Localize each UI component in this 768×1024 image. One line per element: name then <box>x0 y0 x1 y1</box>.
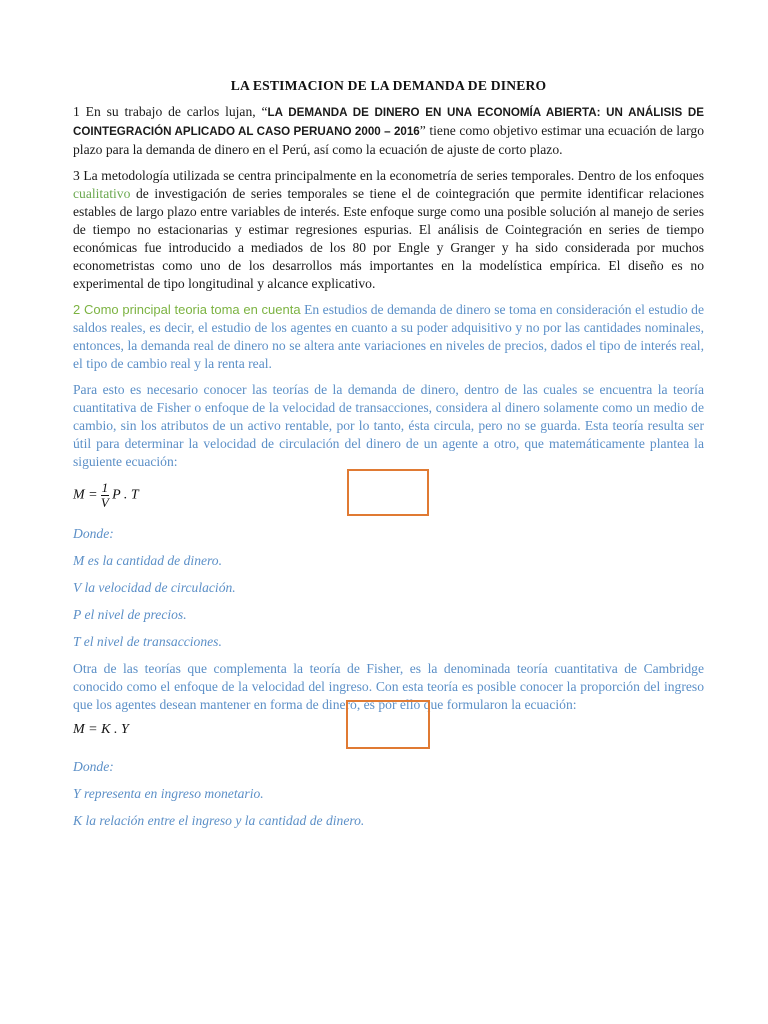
definition-line: K la relación entre el ingreso y la cantidad de dinero. <box>73 813 365 828</box>
formula-fisher <box>73 477 704 517</box>
formula-fisher-rhs: P . T <box>112 487 139 503</box>
paragraph-cambridge: Otra de las teorías que complementa la teoría de Fisher, es la denominada teoría cuantitativa de Cambridge conocido como el enfoque de la velocidad del ingreso. Con esta teoría es posible conocer la proporción del ingreso que los agentes desean mantener en forma de dinero, es por ello que formularon la ecuación: <box>73 661 704 712</box>
equation-box-2 <box>346 700 430 749</box>
definition-line: M es la cantidad de dinero. <box>73 553 223 568</box>
formula-cambridge-text: M = K . Y <box>73 722 129 737</box>
paragraph-theory <box>73 301 704 373</box>
fraction-denominator: V <box>100 495 109 510</box>
theory-lead: 2 Como principal teoria toma en cuenta <box>73 302 301 317</box>
definition-line: T el nivel de transacciones. <box>73 634 222 649</box>
highlighted-word: cualitativo <box>73 186 131 201</box>
formula-fisher-lhs: M = <box>73 487 98 503</box>
fraction-numerator: 1 <box>101 480 109 495</box>
definition-line: Donde: <box>73 759 114 774</box>
definition-line: Donde: <box>73 526 114 541</box>
formula-fisher-fraction <box>101 481 110 510</box>
definition-line: P el nivel de precios. <box>73 607 187 622</box>
paragraph-1-intro: 1 En su trabajo de carlos lujan, “ <box>73 104 268 119</box>
paragraph-1 <box>73 103 704 159</box>
paragraph-fisher: Para esto es necesario conocer las teorías de la demanda de dinero, dentro de las cuales se encuentra la teoría cuantitativa de Fisher o enfoque de la velocidad de transacciones, considera al dinero solamente como un medio de cambio, sin los atributos de un activo rentable, por lo tanto, ésta circula, pero no se guarda. Esta teoría resulta ser útil para determinar la velocidad de circulación del dinero de un agente a otro, que matemáticamente plantea la siguiente ecuación: <box>73 382 704 469</box>
theory-body: En estudios de demanda de dinero se toma en consideración el estudio de saldos reales, es decir, el estudio de los agentes en cuanto a su poder adquisitivo y no por las cantidades nominales, entonces, la demanda real de dinero no se altera ante variaciones en niveles de precios, dados el tipo de interés real, el tipo de cambio real y la renta real. <box>73 302 704 371</box>
paragraph-methodology-rest: de investigación de series temporales se tiene el de cointegración que permite identificar relaciones estables de largo plazo entre variables de interés. Este enfoque surge como una posible solución al manejo de series de tiempo no estacionarias y estimar regresiones espurias. El análisis de Cointegración en series de tiempo económicas fue introducido a mediados de los 80 por Engle y Granger y ha sido considerada por muchos econometristas como uno de los desarrollos más importantes en la modelística empírica. El diseño es no experimental de tipo longitudinal y alcance explicativo. <box>73 186 704 291</box>
paragraph-methodology <box>73 167 704 293</box>
paragraph-1-rest: ” tiene como objetivo estimar una ecuación de largo plazo para la demanda de dinero en el Perú, así como la ecuación de ajuste de corto plazo. <box>73 123 704 157</box>
paragraph-methodology-intro: 3 La metodología utilizada se centra principalmente en la econometría de series temporales. Dentro de los enfoques <box>73 168 704 183</box>
definition-line: Y representa en ingreso monetario. <box>73 786 264 801</box>
definitions-fisher <box>73 525 704 650</box>
equation-box-1 <box>347 469 429 516</box>
definitions-cambridge <box>73 758 704 829</box>
document-title: LA ESTIMACION DE LA DEMANDA DE DINERO <box>230 78 547 93</box>
formula-cambridge <box>73 722 704 750</box>
paper-title: LA DEMANDA DE DINERO EN UNA ECONOMÍA ABIERTA: UN ANÁLISIS DE COINTEGRACIÓN APLICADO AL CASO PERUANO 2000 – 2016 <box>73 106 704 138</box>
definition-line: V la velocidad de circulación. <box>73 580 236 595</box>
document-page <box>73 78 704 839</box>
